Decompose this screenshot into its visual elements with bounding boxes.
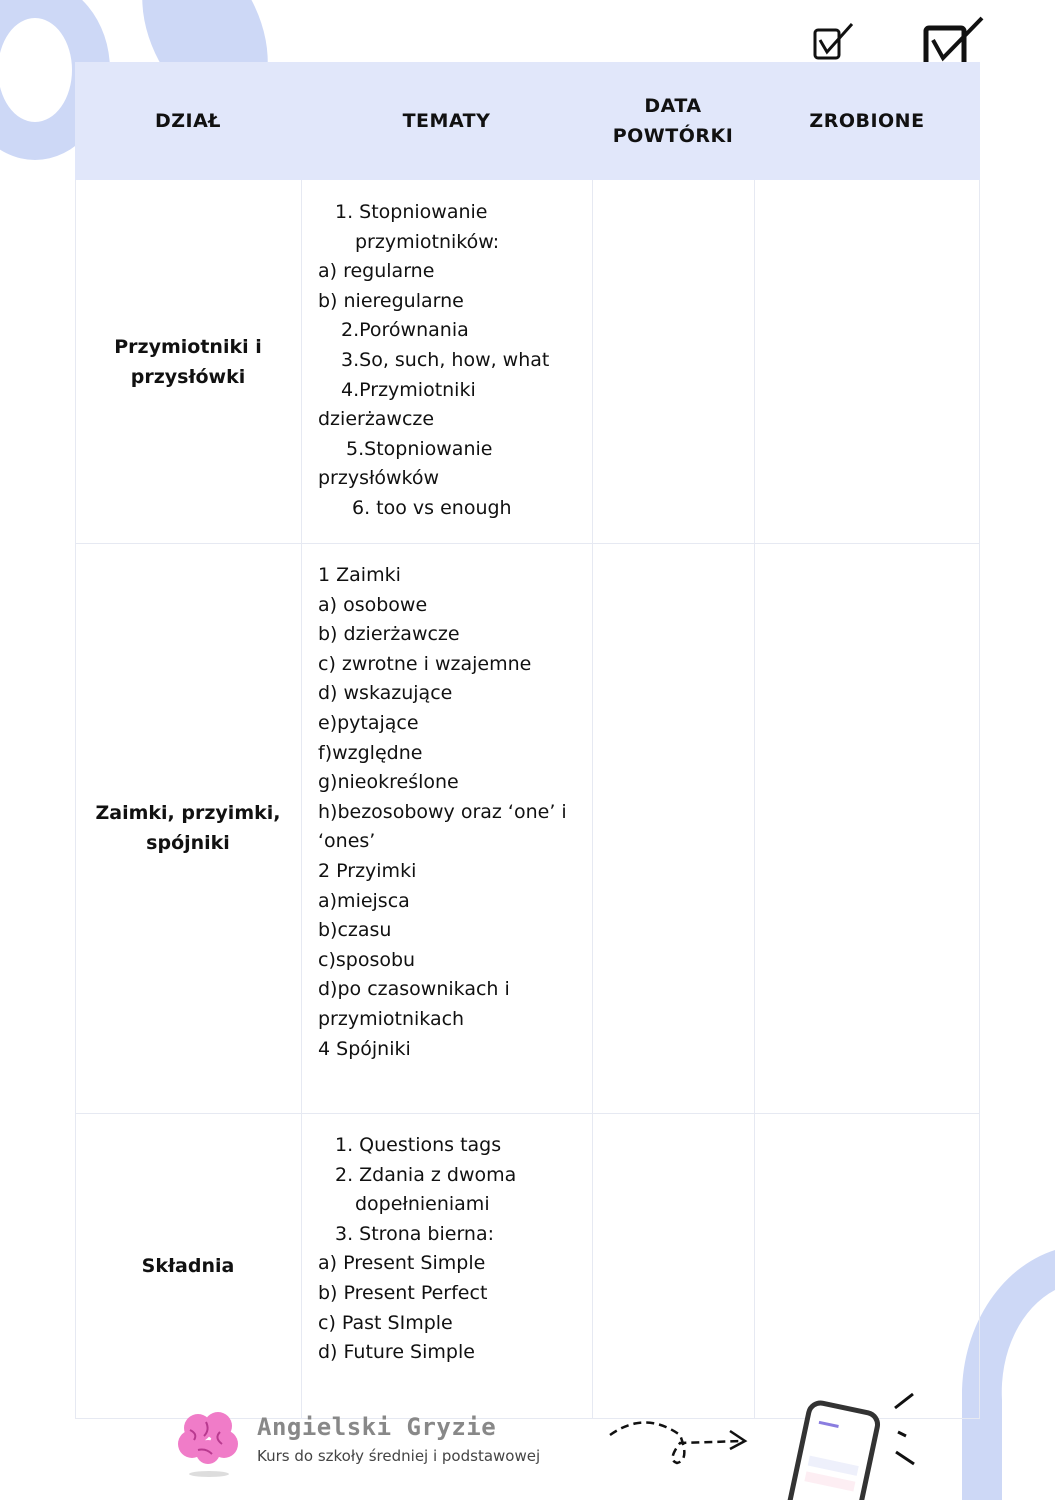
topic-line: dzierżawcze [318,408,435,431]
topic-line: a)miejsca [318,889,410,912]
divider [979,180,980,1418]
topic-line: b)czasu [318,919,392,942]
topic-line: d) wskazujące [318,682,453,705]
topic-line: e)pytające [318,711,419,734]
topic-line: 1 Zaimki [318,564,401,586]
topic-line: 5.Stopniowanie [346,437,493,460]
topic-line: 4.Przymiotniki [341,378,476,401]
topic-line: b) Present Perfect [318,1281,488,1304]
topic-line: h)bezosobowy oraz ‘one’ i [318,800,567,823]
header-data-powtorki: DATA POWTÓRKI [612,95,734,147]
topic-line: a) Present Simple [318,1252,486,1275]
brand-tagline: Kurs do szkoły średniej i podstawowej [257,1447,541,1465]
topic-line: 3. Strona bierna: [335,1222,495,1245]
topic-line: c) zwrotne i wzajemne [318,652,532,675]
topic-line: 2 Przyimki [318,859,417,882]
divider [754,180,755,1418]
divider [301,180,302,1418]
dashed-arrow-icon [605,1415,755,1470]
decor-ring-bottom-right [962,1250,1055,1500]
topic-line: 2. Zdania z dwoma [335,1163,517,1186]
topic-line: c) Past SImple [318,1311,453,1334]
topic-line: 6. too vs enough [352,496,512,519]
section-cell: Składnia [141,1254,235,1277]
header-zrobione: ZROBIONE [809,110,925,132]
topic-line: g)nieokreślone [318,771,459,794]
topic-line: przymiotnikach [318,1007,465,1030]
topic-line: dopełnieniami [355,1193,490,1216]
phone-illustration [770,1388,920,1500]
topic-line: przysłówków [318,467,440,490]
topic-line: 1. Questions tags [335,1134,502,1156]
topic-line: 1. Stopniowanie [335,201,488,223]
topics-cell [318,198,588,524]
topics-cell [318,1131,588,1368]
topic-line: f)względne [318,741,423,764]
topic-line: d)po czasownikach i [318,978,510,1001]
topic-line: 2.Porównania [341,319,469,342]
topic-line: 4 Spójniki [318,1037,411,1060]
divider [592,180,593,1418]
section-cell: Przymiotniki i przysłówki [114,335,262,388]
topic-line: b) nieregularne [318,289,464,312]
header-dzial: DZIAŁ [154,110,222,132]
topic-line: d) Future Simple [318,1341,475,1364]
topic-line: a) osobowe [318,593,428,616]
topic-line: c)sposobu [318,948,416,971]
topic-line: 3.So, such, how, what [341,348,550,371]
topic-line: b) dzierżawcze [318,623,460,646]
brain-logo-icon [176,1408,242,1478]
checkbox-checked-icon [810,22,860,62]
section-cell: Zaimki, przyimki, spójniki [95,802,281,854]
brand-name: Angielski Gryzie [257,1413,497,1441]
topics-cell [318,561,588,1064]
topic-line: przymiotników: [355,230,500,253]
header-tematy: TEMATY [402,110,491,132]
table-header [75,62,980,180]
topic-line: a) regularne [318,260,435,283]
topic-line: ‘ones’ [318,830,376,853]
